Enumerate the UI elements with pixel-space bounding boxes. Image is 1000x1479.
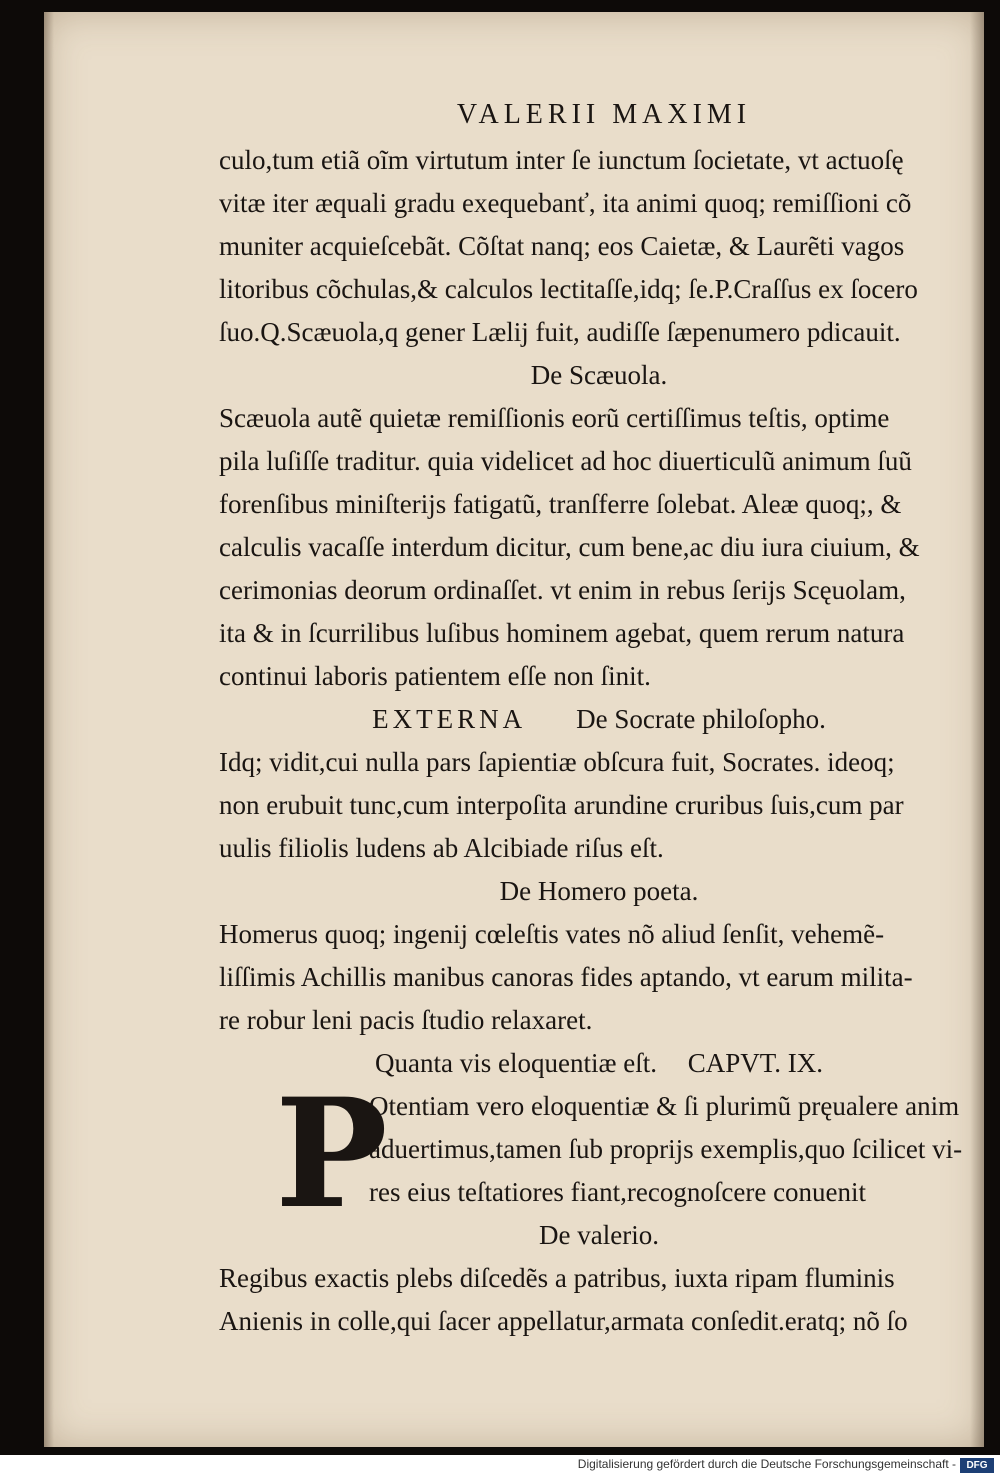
drop-cap-initial: P bbox=[275, 1066, 388, 1242]
text-line: calculis vacaſſe interdum dicitur, cum bene,ac diu iura ciuium, & bbox=[219, 532, 920, 562]
chapter-number: CAPVT. IX. bbox=[687, 1048, 823, 1078]
text-line: res eius teſtatiores fiant,recognoſcere conuenit bbox=[369, 1177, 867, 1207]
book-page bbox=[44, 12, 984, 1447]
text-line: pila luſiſſe traditur. quia videlicet ad hoc diuerticulũ animum ſuũ bbox=[219, 446, 912, 476]
text-line: ita & in ſcurrilibus luſibus hominem agebat, quem rerum natura bbox=[219, 618, 905, 648]
text-line: Idq; vidit,cui nulla pars ſapientiæ obſcura fuit, Socrates. ideoq; bbox=[219, 747, 895, 777]
dfg-logo: DFG bbox=[960, 1458, 994, 1473]
running-head: VALERII MAXIMI bbox=[456, 99, 752, 130]
section-heading-scaeuola: De Scæuola. bbox=[530, 360, 668, 390]
externa-label: EXTERNA bbox=[372, 704, 527, 734]
text-line: uulis filiolis ludens ab Alcibiade riſus eſt. bbox=[219, 833, 664, 863]
binding-shadow bbox=[44, 12, 54, 1447]
text-line: re robur leni pacis ſtudio relaxaret. bbox=[219, 1005, 593, 1035]
text-line: cerimonias deorum ordinaſſet. vt enim in rebus ſerijs Scęuolam, bbox=[219, 575, 906, 605]
text-line: Otentiam vero eloquentiæ & ſi plurimũ pręualere anim bbox=[369, 1091, 960, 1121]
externa-title: De Socrate philoſopho. bbox=[576, 704, 826, 734]
text-line: litoribus cõchulas,& calculos lectitaſſe,idq; ſe.P.Craſſus ex ſocero bbox=[219, 274, 918, 304]
text-line: Regibus exactis plebs diſcedẽs a patribus, iuxta ripam fluminis bbox=[219, 1263, 895, 1293]
text-line: culo,tum etiã oĩm virtutum inter ſe iunctum ſocietate, vt actuoſę bbox=[219, 145, 904, 175]
section-heading-externa bbox=[219, 698, 979, 741]
section-heading-homero: De Homero poeta. bbox=[499, 876, 699, 906]
text-block bbox=[219, 97, 979, 1343]
text-line: Anienis in colle,qui ſacer appellatur,armata conſedit.eratq; nõ ſo bbox=[219, 1306, 908, 1336]
chapter-title: Quanta vis eloquentiæ eſt. bbox=[375, 1048, 657, 1078]
footer-credit: Digitalisierung gefördert durch die Deutsche Forschungsgemeinschaft - bbox=[577, 1457, 956, 1471]
text-line: vitæ iter æquali gradu exequebanť, ita animi quoq; remiſſioni cõ bbox=[219, 188, 912, 218]
text-line: ſuo.Q.Scæuola,q gener Lælij fuit, audiſſe ſæpenumero pdicauit. bbox=[219, 317, 901, 347]
text-line: forenſibus miniſterijs fatigatũ, tranſferre ſolebat. Aleæ quoq;, & bbox=[219, 489, 902, 519]
section-heading-valerio: De valerio. bbox=[539, 1220, 659, 1250]
text-line: aduertimus,tamen ſub proprijs exemplis,quo ſcilicet vi- bbox=[369, 1134, 963, 1164]
text-line: continui laboris patientem eſſe non ſinit. bbox=[219, 661, 651, 691]
digitization-footer bbox=[0, 1455, 1000, 1479]
text-line: muniter acquieſcebãt. Cõſtat nanq; eos Caietæ, & Laurẽti vagos bbox=[219, 231, 905, 261]
text-line: Scæuola autẽ quietæ remiſſionis eorũ certiſſimus teſtis, optime bbox=[219, 403, 890, 433]
text-line: non erubuit tunc,cum interpoſita arundine cruribus ſuis,cum par bbox=[219, 790, 904, 820]
text-line: liſſimis Achillis manibus canoras fides aptando, vt earum milita- bbox=[219, 962, 913, 992]
text-line: Homerus quoq; ingenij cœleſtis vates nõ aliud ſenſit, vehemẽ- bbox=[219, 919, 885, 949]
